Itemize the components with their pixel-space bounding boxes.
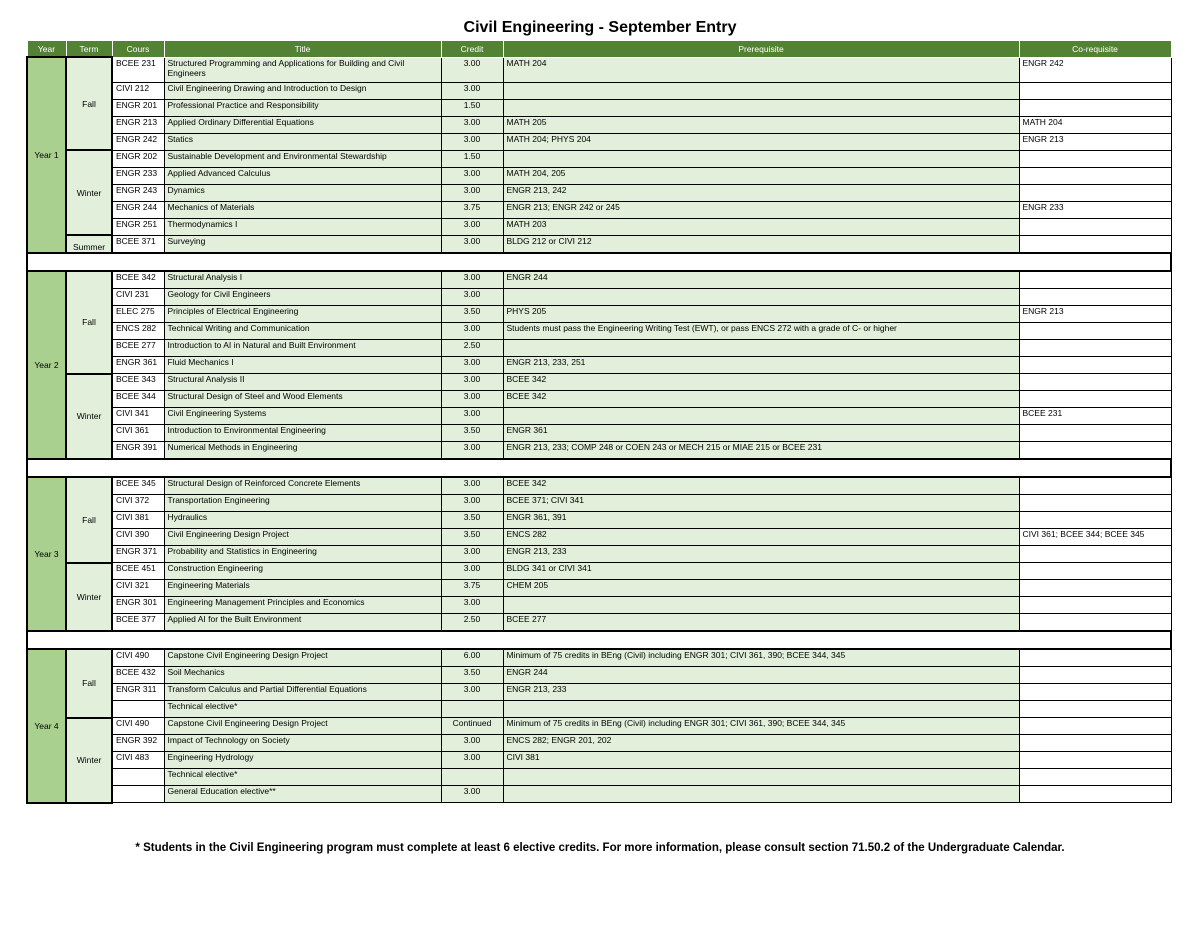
course-prerequisite: BCEE 342	[503, 374, 1019, 391]
table-row	[27, 701, 1171, 718]
table-row	[27, 667, 1171, 684]
course-title: Technical elective*	[164, 701, 441, 718]
course-corequisite	[1019, 391, 1171, 408]
year-label: Year 1	[27, 57, 66, 253]
table-row	[27, 201, 1171, 218]
course-prerequisite: BCEE 371; CIVI 341	[503, 495, 1019, 512]
course-header: Cours	[112, 41, 164, 58]
term-label: Winter	[66, 374, 112, 460]
course-prerequisite: ENGR 244	[503, 271, 1019, 289]
course-corequisite	[1019, 235, 1171, 253]
course-corequisite	[1019, 218, 1171, 235]
course-prerequisite: ENCS 282	[503, 529, 1019, 546]
course-credit: 2.50	[441, 340, 503, 357]
course-title: Civil Engineering Design Project	[164, 529, 441, 546]
credit-header: Credit	[441, 41, 503, 58]
course-code: CIVI 490	[112, 718, 164, 735]
course-prerequisite: PHYS 205	[503, 306, 1019, 323]
course-corequisite: ENGR 242	[1019, 57, 1171, 82]
course-code: BCEE 371	[112, 235, 164, 253]
year-header: Year	[27, 41, 66, 58]
year-label: Year 3	[27, 477, 66, 631]
course-prerequisite: Students must pass the Engineering Writing Test (EWT), or pass ENCS 272 with a grade of C- or higher	[503, 323, 1019, 340]
course-title: Surveying	[164, 235, 441, 253]
course-code: BCEE 277	[112, 340, 164, 357]
course-prerequisite: ENCS 282; ENGR 201, 202	[503, 735, 1019, 752]
course-title: General Education elective**	[164, 786, 441, 803]
course-code: CIVI 361	[112, 425, 164, 442]
course-schedule-table	[26, 40, 1172, 804]
course-credit: 3.00	[441, 82, 503, 99]
course-credit: 3.00	[441, 57, 503, 82]
table-row	[27, 306, 1171, 323]
course-title: Engineering Hydrology	[164, 752, 441, 769]
course-code	[112, 701, 164, 718]
course-corequisite	[1019, 512, 1171, 529]
course-code: BCEE 451	[112, 563, 164, 580]
course-title: Capstone Civil Engineering Design Project	[164, 649, 441, 667]
course-prerequisite: ENGR 213; ENGR 242 or 245	[503, 201, 1019, 218]
corequisite-header: Co-requisite	[1019, 41, 1171, 58]
course-title: Probability and Statistics in Engineering	[164, 546, 441, 563]
table-row	[27, 614, 1171, 632]
course-prerequisite	[503, 408, 1019, 425]
course-title: Geology for Civil Engineers	[164, 289, 441, 306]
table-row	[27, 735, 1171, 752]
course-title: Civil Engineering Systems	[164, 408, 441, 425]
table-row	[27, 786, 1171, 803]
course-prerequisite: BCEE 277	[503, 614, 1019, 632]
course-prerequisite: MATH 204; PHYS 204	[503, 133, 1019, 150]
course-credit: 3.00	[441, 563, 503, 580]
course-title: Dynamics	[164, 184, 441, 201]
term-header: Term	[66, 41, 112, 58]
course-prerequisite: CIVI 381	[503, 752, 1019, 769]
year-separator-row	[27, 631, 1171, 649]
table-row	[27, 718, 1171, 735]
course-corequisite	[1019, 477, 1171, 495]
course-credit: 3.00	[441, 546, 503, 563]
course-prerequisite: ENGR 361	[503, 425, 1019, 442]
course-prerequisite: Minimum of 75 credits in BEng (Civil) including ENGR 301; CIVI 361, 390; BCEE 344, 345	[503, 718, 1019, 735]
course-credit: 3.00	[441, 735, 503, 752]
course-code: CIVI 341	[112, 408, 164, 425]
course-code: CIVI 490	[112, 649, 164, 667]
course-credit: 3.00	[441, 357, 503, 374]
course-prerequisite: Minimum of 75 credits in BEng (Civil) including ENGR 301; CIVI 361, 390; BCEE 344, 345	[503, 649, 1019, 667]
course-prerequisite	[503, 82, 1019, 99]
course-credit: 3.75	[441, 201, 503, 218]
course-credit: 3.00	[441, 374, 503, 391]
course-title: Civil Engineering Drawing and Introduction to Design	[164, 82, 441, 99]
course-corequisite	[1019, 82, 1171, 99]
table-row	[27, 408, 1171, 425]
course-corequisite	[1019, 563, 1171, 580]
course-code: CIVI 372	[112, 495, 164, 512]
table-row	[27, 512, 1171, 529]
course-code: CIVI 381	[112, 512, 164, 529]
course-code: ENGR 251	[112, 218, 164, 235]
table-row	[27, 769, 1171, 786]
course-credit: 3.00	[441, 116, 503, 133]
course-corequisite	[1019, 323, 1171, 340]
course-corequisite: ENGR 213	[1019, 133, 1171, 150]
table-row	[27, 684, 1171, 701]
course-corequisite	[1019, 357, 1171, 374]
course-title: Technical Writing and Communication	[164, 323, 441, 340]
course-corequisite	[1019, 752, 1171, 769]
course-title: Professional Practice and Responsibility	[164, 99, 441, 116]
course-code: BCEE 345	[112, 477, 164, 495]
table-row	[27, 116, 1171, 133]
course-prerequisite	[503, 99, 1019, 116]
course-code: ENGR 371	[112, 546, 164, 563]
course-title: Transform Calculus and Partial Differential Equations	[164, 684, 441, 701]
course-title: Soil Mechanics	[164, 667, 441, 684]
course-prerequisite: MATH 204	[503, 57, 1019, 82]
course-credit	[441, 769, 503, 786]
course-code: CIVI 390	[112, 529, 164, 546]
prerequisite-header: Prerequisite	[503, 41, 1019, 58]
course-title: Structural Design of Steel and Wood Elements	[164, 391, 441, 408]
table-row	[27, 235, 1171, 253]
course-corequisite	[1019, 769, 1171, 786]
course-prerequisite: BCEE 342	[503, 477, 1019, 495]
course-corequisite	[1019, 167, 1171, 184]
table-row	[27, 477, 1171, 495]
course-corequisite	[1019, 614, 1171, 632]
course-corequisite	[1019, 289, 1171, 306]
course-title: Impact of Technology on Society	[164, 735, 441, 752]
term-label: Fall	[66, 271, 112, 374]
table-row	[27, 133, 1171, 150]
course-code: ENGR 244	[112, 201, 164, 218]
course-code: ENGR 391	[112, 442, 164, 460]
course-code: ENGR 361	[112, 357, 164, 374]
course-prerequisite	[503, 597, 1019, 614]
course-corequisite	[1019, 649, 1171, 667]
separator-cell	[27, 631, 1171, 649]
course-title: Thermodynamics I	[164, 218, 441, 235]
course-code: ENGR 213	[112, 116, 164, 133]
course-code: BCEE 432	[112, 667, 164, 684]
course-title: Principles of Electrical Engineering	[164, 306, 441, 323]
course-title: Mechanics of Materials	[164, 201, 441, 218]
course-prerequisite	[503, 150, 1019, 167]
term-label: Fall	[66, 57, 112, 150]
table-row	[27, 425, 1171, 442]
course-code: BCEE 342	[112, 271, 164, 289]
course-title: Structural Design of Reinforced Concrete Elements	[164, 477, 441, 495]
course-prerequisite: ENGR 361, 391	[503, 512, 1019, 529]
course-title: Fluid Mechanics I	[164, 357, 441, 374]
table-row	[27, 150, 1171, 167]
course-code: ENGR 202	[112, 150, 164, 167]
course-corequisite	[1019, 718, 1171, 735]
course-title: Sustainable Development and Environmental Stewardship	[164, 150, 441, 167]
course-code: CIVI 231	[112, 289, 164, 306]
course-credit: 3.50	[441, 529, 503, 546]
course-title: Structural Analysis II	[164, 374, 441, 391]
table-row	[27, 184, 1171, 201]
table-row	[27, 597, 1171, 614]
course-code: ENGR 233	[112, 167, 164, 184]
course-credit: 3.00	[441, 408, 503, 425]
course-credit: 3.00	[441, 786, 503, 803]
course-title: Engineering Materials	[164, 580, 441, 597]
table-row	[27, 649, 1171, 667]
table-row	[27, 323, 1171, 340]
course-prerequisite	[503, 289, 1019, 306]
course-credit: 1.50	[441, 150, 503, 167]
course-prerequisite: ENGR 213, 233, 251	[503, 357, 1019, 374]
course-credit: 3.00	[441, 477, 503, 495]
table-row	[27, 82, 1171, 99]
course-corequisite	[1019, 684, 1171, 701]
course-credit: 3.00	[441, 323, 503, 340]
table-row	[27, 442, 1171, 460]
course-corequisite	[1019, 735, 1171, 752]
table-row	[27, 218, 1171, 235]
table-row	[27, 391, 1171, 408]
course-credit: 3.50	[441, 512, 503, 529]
table-row	[27, 57, 1171, 82]
course-corequisite	[1019, 667, 1171, 684]
table-row	[27, 99, 1171, 116]
course-prerequisite	[503, 701, 1019, 718]
term-label: Summer	[66, 235, 112, 253]
course-credit: 1.50	[441, 99, 503, 116]
course-code: BCEE 343	[112, 374, 164, 391]
course-title: Engineering Management Principles and Economics	[164, 597, 441, 614]
course-credit: 3.00	[441, 684, 503, 701]
course-credit: 3.50	[441, 667, 503, 684]
course-prerequisite: MATH 204, 205	[503, 167, 1019, 184]
course-prerequisite: MATH 203	[503, 218, 1019, 235]
course-code: ENGR 201	[112, 99, 164, 116]
course-title: Capstone Civil Engineering Design Project	[164, 718, 441, 735]
course-corequisite	[1019, 580, 1171, 597]
course-corequisite	[1019, 340, 1171, 357]
course-corequisite	[1019, 786, 1171, 803]
table-row	[27, 374, 1171, 391]
course-code: BCEE 377	[112, 614, 164, 632]
course-prerequisite	[503, 769, 1019, 786]
course-title: Applied Ordinary Differential Equations	[164, 116, 441, 133]
course-credit: Continued	[441, 718, 503, 735]
course-code: BCEE 231	[112, 57, 164, 82]
course-title: Construction Engineering	[164, 563, 441, 580]
course-corequisite: ENGR 233	[1019, 201, 1171, 218]
course-code: BCEE 344	[112, 391, 164, 408]
table-row	[27, 271, 1171, 289]
course-corequisite	[1019, 442, 1171, 460]
course-title: Hydraulics	[164, 512, 441, 529]
term-label: Winter	[66, 718, 112, 803]
course-code: CIVI 321	[112, 580, 164, 597]
course-prerequisite: MATH 205	[503, 116, 1019, 133]
course-code	[112, 786, 164, 803]
course-corequisite	[1019, 374, 1171, 391]
table-row	[27, 529, 1171, 546]
course-prerequisite: ENGR 213, 233	[503, 684, 1019, 701]
course-corequisite	[1019, 701, 1171, 718]
course-corequisite	[1019, 99, 1171, 116]
course-code: ENGR 242	[112, 133, 164, 150]
course-credit: 3.00	[441, 271, 503, 289]
course-credit: 6.00	[441, 649, 503, 667]
separator-cell	[27, 459, 1171, 477]
course-corequisite	[1019, 425, 1171, 442]
table-row	[27, 495, 1171, 512]
course-credit: 3.00	[441, 442, 503, 460]
table-row	[27, 340, 1171, 357]
course-corequisite	[1019, 184, 1171, 201]
course-credit: 3.00	[441, 495, 503, 512]
course-code: ENGR 392	[112, 735, 164, 752]
course-code: ENCS 282	[112, 323, 164, 340]
course-code	[112, 769, 164, 786]
header-row	[27, 41, 1171, 58]
course-credit: 3.00	[441, 235, 503, 253]
course-corequisite	[1019, 597, 1171, 614]
course-credit: 3.75	[441, 580, 503, 597]
page-title: Civil Engineering - September Entry	[463, 19, 737, 36]
course-credit	[441, 701, 503, 718]
year-separator-row	[27, 253, 1171, 271]
table-row	[27, 563, 1171, 580]
table-row	[27, 546, 1171, 563]
course-title: Numerical Methods in Engineering	[164, 442, 441, 460]
course-prerequisite: CHEM 205	[503, 580, 1019, 597]
course-credit: 3.00	[441, 167, 503, 184]
table-row	[27, 752, 1171, 769]
course-corequisite	[1019, 495, 1171, 512]
title-header: Title	[164, 41, 441, 58]
course-title: Introduction to AI in Natural and Built Environment	[164, 340, 441, 357]
course-credit: 3.00	[441, 597, 503, 614]
term-label: Fall	[66, 649, 112, 718]
course-title: Applied AI for the Built Environment	[164, 614, 441, 632]
course-corequisite: MATH 204	[1019, 116, 1171, 133]
course-credit: 3.00	[441, 184, 503, 201]
separator-cell	[27, 253, 1171, 271]
year-label: Year 4	[27, 649, 66, 803]
course-prerequisite: BLDG 212 or CIVI 212	[503, 235, 1019, 253]
course-prerequisite: ENGR 213, 242	[503, 184, 1019, 201]
course-corequisite: CIVI 361; BCEE 344; BCEE 345	[1019, 529, 1171, 546]
course-corequisite: BCEE 231	[1019, 408, 1171, 425]
term-label: Winter	[66, 563, 112, 632]
course-credit: 3.00	[441, 218, 503, 235]
course-credit: 3.00	[441, 289, 503, 306]
table-row	[27, 580, 1171, 597]
course-prerequisite: BCEE 342	[503, 391, 1019, 408]
course-code: CIVI 483	[112, 752, 164, 769]
course-corequisite: ENGR 213	[1019, 306, 1171, 323]
course-title: Statics	[164, 133, 441, 150]
course-code: CIVI 212	[112, 82, 164, 99]
course-code: ENGR 301	[112, 597, 164, 614]
year-separator-row	[27, 459, 1171, 477]
course-credit: 3.00	[441, 133, 503, 150]
table-row	[27, 357, 1171, 374]
course-title: Transportation Engineering	[164, 495, 441, 512]
course-credit: 3.50	[441, 306, 503, 323]
course-prerequisite: ENGR 244	[503, 667, 1019, 684]
course-credit: 3.50	[441, 425, 503, 442]
course-title: Structural Analysis I	[164, 271, 441, 289]
course-corequisite	[1019, 271, 1171, 289]
course-prerequisite: ENGR 213, 233	[503, 546, 1019, 563]
schedule-body	[27, 57, 1171, 803]
course-code: ELEC 275	[112, 306, 164, 323]
course-title: Introduction to Environmental Engineering	[164, 425, 441, 442]
course-prerequisite	[503, 786, 1019, 803]
term-label: Fall	[66, 477, 112, 563]
course-title: Structured Programming and Applications for Building and Civil Engineers	[164, 57, 441, 82]
course-code: ENGR 311	[112, 684, 164, 701]
table-row	[27, 289, 1171, 306]
course-credit: 2.50	[441, 614, 503, 632]
footnote: * Students in the Civil Engineering program must complete at least 6 elective credits. For more information, please consult section 71.50.2 of the Undergraduate Calendar.	[135, 842, 1065, 854]
course-credit: 3.00	[441, 391, 503, 408]
course-prerequisite: ENGR 213, 233; COMP 248 or COEN 243 or MECH 215 or MIAE 215 or BCEE 231	[503, 442, 1019, 460]
year-label: Year 2	[27, 271, 66, 459]
table-row	[27, 167, 1171, 184]
course-prerequisite	[503, 340, 1019, 357]
course-code: ENGR 243	[112, 184, 164, 201]
course-corequisite	[1019, 546, 1171, 563]
course-title: Applied Advanced Calculus	[164, 167, 441, 184]
course-credit: 3.00	[441, 752, 503, 769]
term-label: Winter	[66, 150, 112, 235]
course-corequisite	[1019, 150, 1171, 167]
course-prerequisite: BLDG 341 or CIVI 341	[503, 563, 1019, 580]
course-title: Technical elective*	[164, 769, 441, 786]
